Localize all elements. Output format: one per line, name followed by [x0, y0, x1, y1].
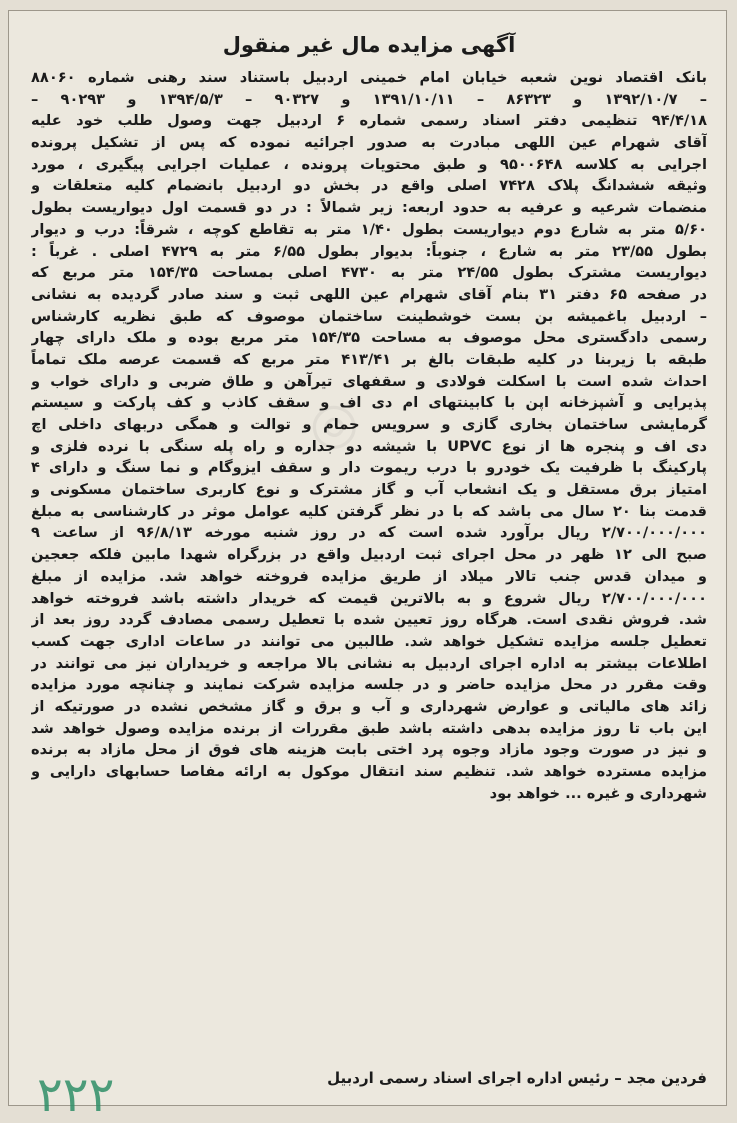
notice-line: وثیقه ششدانگ پلاک ۷۴۲۸ اصلی واقع در بخش دو اردبیل بانضمام کلیه متعلقات و	[31, 177, 707, 195]
notice-line: ۲/۷۰۰/۰۰۰/۰۰۰ ریال برآورد شده است که در روز شنبه مورخه ۹۶/۸/۱۳ از ساعت ۹	[31, 524, 707, 542]
faint-watermark-logo: ◎	[302, 386, 365, 461]
notice-line: گرمایشی ساختمان بخاری گازی و سرویس حمام و توالت و همگی دربهای داخلی اچ	[31, 416, 707, 433]
notice-line: بانک اقتصاد نوین شعبه خیابان امام خمینی اردبیل باستناد سند رهنی شماره ۸۸۰۶۰	[31, 69, 707, 86]
newspaper-clipping	[8, 10, 727, 1123]
notice-line: آقای شهرام عین اللهی مبادرت به صدور اجرائیه نموده که پس از تشکیل پرونده	[31, 134, 707, 152]
notice-line: و نیز در صورت وجود مازاد وجوه پرد اختی بابت هزینه های فوق از محل مازاد به برنده	[31, 741, 707, 759]
notice-line: ۵/۶۰ متر به شارع دوم دیواریست بطول ۱/۴۰ متر به تقاطع کوچه ، شرقاً: درب و دیوار	[31, 220, 707, 238]
notice-line: احداث شده است با اسکلت فولادی و سقفهای تیرآهن و طاق ضربی و دارای خواب و	[31, 372, 707, 390]
notice-line: اجرایی به کلاسه ۹۵۰۰۶۴۸ و طبق محتویات پرونده ، عملیات اجرایی پیگیری ، مورد	[31, 155, 707, 173]
auction-notice	[31, 29, 707, 1099]
notice-line: زائد های مالیاتی و عوارض شهرداری و آب و برق و گاز مشخص نشده در صورتیکه از	[31, 697, 707, 715]
notice-line: اطلاعات بیشتر به اداره اجرای اردبیل به نشانی بالا مراجعه و خریداران نیز می توانند در	[31, 654, 707, 672]
notice-line: طبقه با زیربنا در کلیه طبقات بالغ بر ۴۱۳/۴۱ متر مربع که قسمت عرصه ملک تماماً	[31, 350, 707, 368]
notice-line: شهرداری و غیره ... خواهد بود	[489, 784, 707, 802]
notice-line: پذیرایی و آشپزخانه اپن با کابینتهای ام دی اف و سقف کاذب و کف پارکت و سیستم	[31, 394, 707, 412]
notice-line: صبح الی ۱۲ ظهر در محل اجرای ثبت اردبیل واقع در بزرگراه شهدا مابین فلکه جعجین	[31, 546, 707, 564]
notice-line: ۲/۷۰۰/۰۰۰/۰۰۰ ریال شروع و به بالاترین قیمت که خریدار داشته باشد فروخته خواهد	[31, 589, 707, 607]
notice-line: و میدان قدس جنب تالار میلاد از طریق مزایده فروخته خواهد شد. مزایده از مبلغ	[31, 567, 707, 585]
notice-line: امتیاز برق مستقل و یک انشعاب آب و گاز مشترک و نوع کاربری ساختمان مسکونی و	[31, 481, 707, 499]
notice-line: پارکینگ با ظرفیت یک خودرو با درب ریموت دار و سقف ایزوگام و نما سنگ و دارای ۴	[31, 459, 707, 477]
notice-line: این باب تا روز مزایده بدهی داشته باشد طبق مقررات از برنده مزایده وصول خواهد شد	[31, 719, 707, 737]
notice-signature: فردین مجد – رئیس اداره اجرای اسناد رسمی اردبیل	[327, 1069, 707, 1087]
notice-line: منضمات شرعیه و عرفیه به حدود اربعه: زیر شمالاً : در دو قسمت اول دیواریست بطول	[31, 199, 707, 217]
notice-line: رسمی دادگستری محل موصوف به مساحت ۱۵۴/۳۵ متر مربع بوده و ملک دارای چهار	[31, 329, 707, 347]
notice-line: – اردبیل باغمیشه بن بست خوشطینت ساختمان موصوف که طبق نظریه کارشناس	[31, 307, 707, 325]
notice-title: آگهی مزایده مال غیر منقول	[222, 33, 516, 57]
notice-line: بطول ۲۳/۵۵ متر به شارع ، جنوباً: بدیوار بطول ۶/۵۵ متر به ۴۷۲۹ اصلی . غرباً :	[31, 242, 707, 260]
handwritten-number: ۲۲۲	[37, 1067, 115, 1123]
notice-line: ۹۴/۴/۱۸ تنظیمی دفتر اسناد رسمی شماره ۶ اردبیل جهت وصول طلب خود علیه	[31, 112, 707, 130]
notice-line: در صفحه ۶۵ دفتر ۳۱ بنام آقای شهرام عین اللهی ثبت و سند صادر گردیده به نشانی	[31, 285, 707, 303]
notice-line: شد. فروش نقدی است. هرگاه روز تعیین شده با تعطیل رسمی مصادف گردد روز بعد از	[31, 611, 707, 629]
notice-line: مزایده مسترده خواهد شد. تنظیم سند انتقال موکول به ارائه مفاصا حسابهای دارایی و	[31, 763, 707, 780]
notice-line: قدمت بنا ۲۰ سال می باشد که با در نظر گرفتن کلیه عوامل موثر در کارشناسی به مبلغ	[31, 502, 707, 520]
notice-line: دیواریست مشترک بطول ۲۴/۵۵ متر به ۴۷۳۰ اصلی بمساحت ۱۵۴/۳۵ متر مربع که	[31, 264, 707, 282]
notice-line: وقت مقرر در محل مزایده حاضر و در جلسه مزایده شرکت نمایند و چنانچه مورد مزایده	[31, 676, 707, 694]
notice-line: دی اف و پنجره ها از نوع UPVC با شیشه دو جداره و راه پله سنگی با نرده فلزی و	[31, 437, 707, 455]
notice-body	[31, 67, 707, 804]
notice-line: تعطیل جلسه مزایده تشکیل خواهد شد. طالبین می توانند در ساعات اداری جهت کسب	[31, 632, 707, 650]
notice-line: – ۱۳۹۲/۱۰/۷ و ۸۶۳۲۳ – ۱۳۹۱/۱۰/۱۱ و ۹۰۳۲۷ – ۱۳۹۴/۵/۳ و ۹۰۲۹۳ –	[31, 90, 707, 108]
